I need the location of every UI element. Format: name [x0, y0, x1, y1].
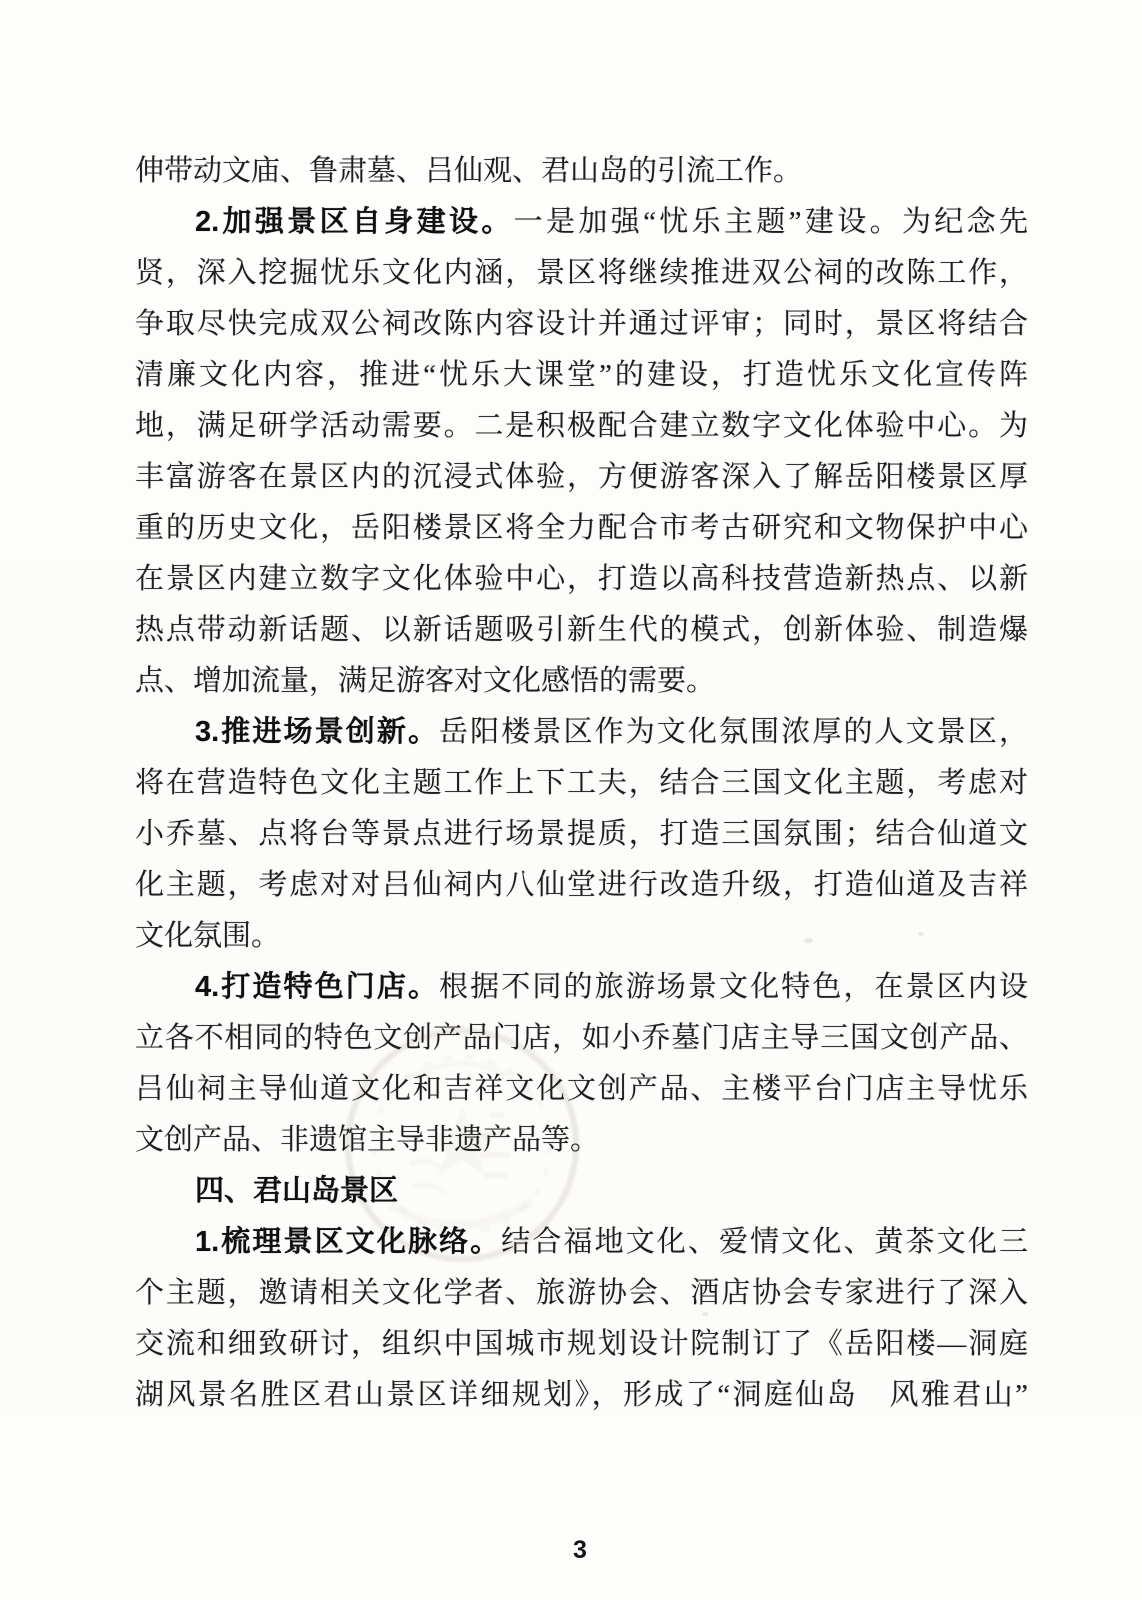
body-text: 地，满足研学活动需要。二是积极配合建立数字文化体验中心。为: [135, 410, 1028, 442]
text-line: [135, 1013, 1028, 1064]
text-line: [135, 350, 1028, 401]
text-line: [135, 1370, 1028, 1421]
text-line: [135, 401, 1028, 452]
body-text: 吕仙祠主导仙道文化和吉祥文化文创产品、主楼平台门店主导忧乐: [135, 1073, 1028, 1105]
body-text: 立各不相同的特色文创产品门店，如小乔墓门店主导三国文创产品、: [135, 1022, 1028, 1054]
body-text: 重的历史文化，岳阳楼景区将全力配合市考古研究和文物保护中心: [135, 512, 1028, 544]
text-line: [135, 554, 1028, 605]
text-line: [135, 503, 1028, 554]
document-text-block: [135, 146, 1028, 1421]
text-line: [135, 809, 1028, 860]
text-line: [135, 197, 1028, 248]
body-text: 化主题，考虑对对吕仙祠内八仙堂进行改造升级，打造仙道及吉祥: [135, 869, 1028, 901]
text-line: [135, 656, 1028, 707]
heading-text: 4.打造特色门店。: [195, 971, 440, 1003]
heading-text: 1.梳理景区文化脉络。: [195, 1226, 502, 1258]
body-text: 热点带动新话题、以新话题吸引新生代的模式，创新体验、制造爆: [135, 614, 1028, 646]
body-text: 根据不同的旅游场景文化特色，在景区内设: [439, 971, 1028, 1003]
text-line: [135, 860, 1028, 911]
body-text: 丰富游客在景区内的沉浸式体验，方便游客深入了解岳阳楼景区厚: [135, 461, 1028, 493]
text-line: [135, 1319, 1028, 1370]
text-line: [135, 1217, 1028, 1268]
page-number: 3: [573, 1536, 587, 1564]
text-line: [135, 1166, 1028, 1217]
body-text: 点、增加流量，满足游客对文化感悟的需要。: [135, 665, 716, 697]
body-text: 贤，深入挖掘忧乐文化内涵，景区将继续推进双公祠的改陈工作，: [135, 257, 1028, 289]
text-line: [135, 1064, 1028, 1115]
text-line: [135, 299, 1028, 350]
text-line: [135, 758, 1028, 809]
body-text: 争取尽快完成双公祠改陈内容设计并通过评审；同时，景区将结合: [135, 308, 1028, 340]
body-text: 结合福地文化、爱情文化、黄茶文化三: [501, 1226, 1028, 1258]
text-line: [135, 248, 1028, 299]
text-line: [135, 707, 1028, 758]
text-line: [135, 911, 1028, 962]
body-text: 清廉文化内容，推进“忧乐大课堂”的建设，打造忧乐文化宣传阵: [135, 359, 1028, 391]
body-text: 伸带动文庙、鲁肃墓、吕仙观、君山岛的引流工作。: [135, 155, 803, 187]
body-text: 交流和细致研讨，组织中国城市规划设计院制订了《岳阳楼—洞庭: [135, 1328, 1028, 1360]
body-text: 个主题，邀请相关文化学者、旅游协会、酒店协会专家进行了深入: [135, 1277, 1028, 1309]
heading-text: 四、君山岛景区: [195, 1175, 399, 1207]
body-text: 一是加强“忧乐主题”建设。为纪念先: [513, 206, 1028, 238]
heading-text: 2.加强景区自身建设。: [195, 206, 514, 238]
text-line: [135, 146, 1028, 197]
heading-text: 3.推进场景创新。: [195, 716, 440, 748]
body-text: 文创产品、非遗馆主导非遗产品等。: [135, 1124, 600, 1156]
text-line: [135, 962, 1028, 1013]
body-text: 小乔墓、点将台等景点进行场景提质，打造三国氛围；结合仙道文: [135, 818, 1028, 850]
body-text: 文化氛围。: [135, 920, 281, 952]
text-line: [135, 1268, 1028, 1319]
body-text: 湖风景名胜区君山景区详细规划》，形成了“洞庭仙岛 风雅君山”: [135, 1379, 1028, 1411]
body-text: 岳阳楼景区作为文化氛围浓厚的人文景区，: [439, 716, 1028, 748]
text-line: [135, 605, 1028, 656]
body-text: 在景区内建立数字文化体验中心，打造以高科技营造新热点、以新: [135, 563, 1028, 595]
body-text: 将在营造特色文化主题工作上下工夫，结合三国文化主题，考虑对: [135, 767, 1028, 799]
text-line: [135, 452, 1028, 503]
text-line: [135, 1115, 1028, 1166]
